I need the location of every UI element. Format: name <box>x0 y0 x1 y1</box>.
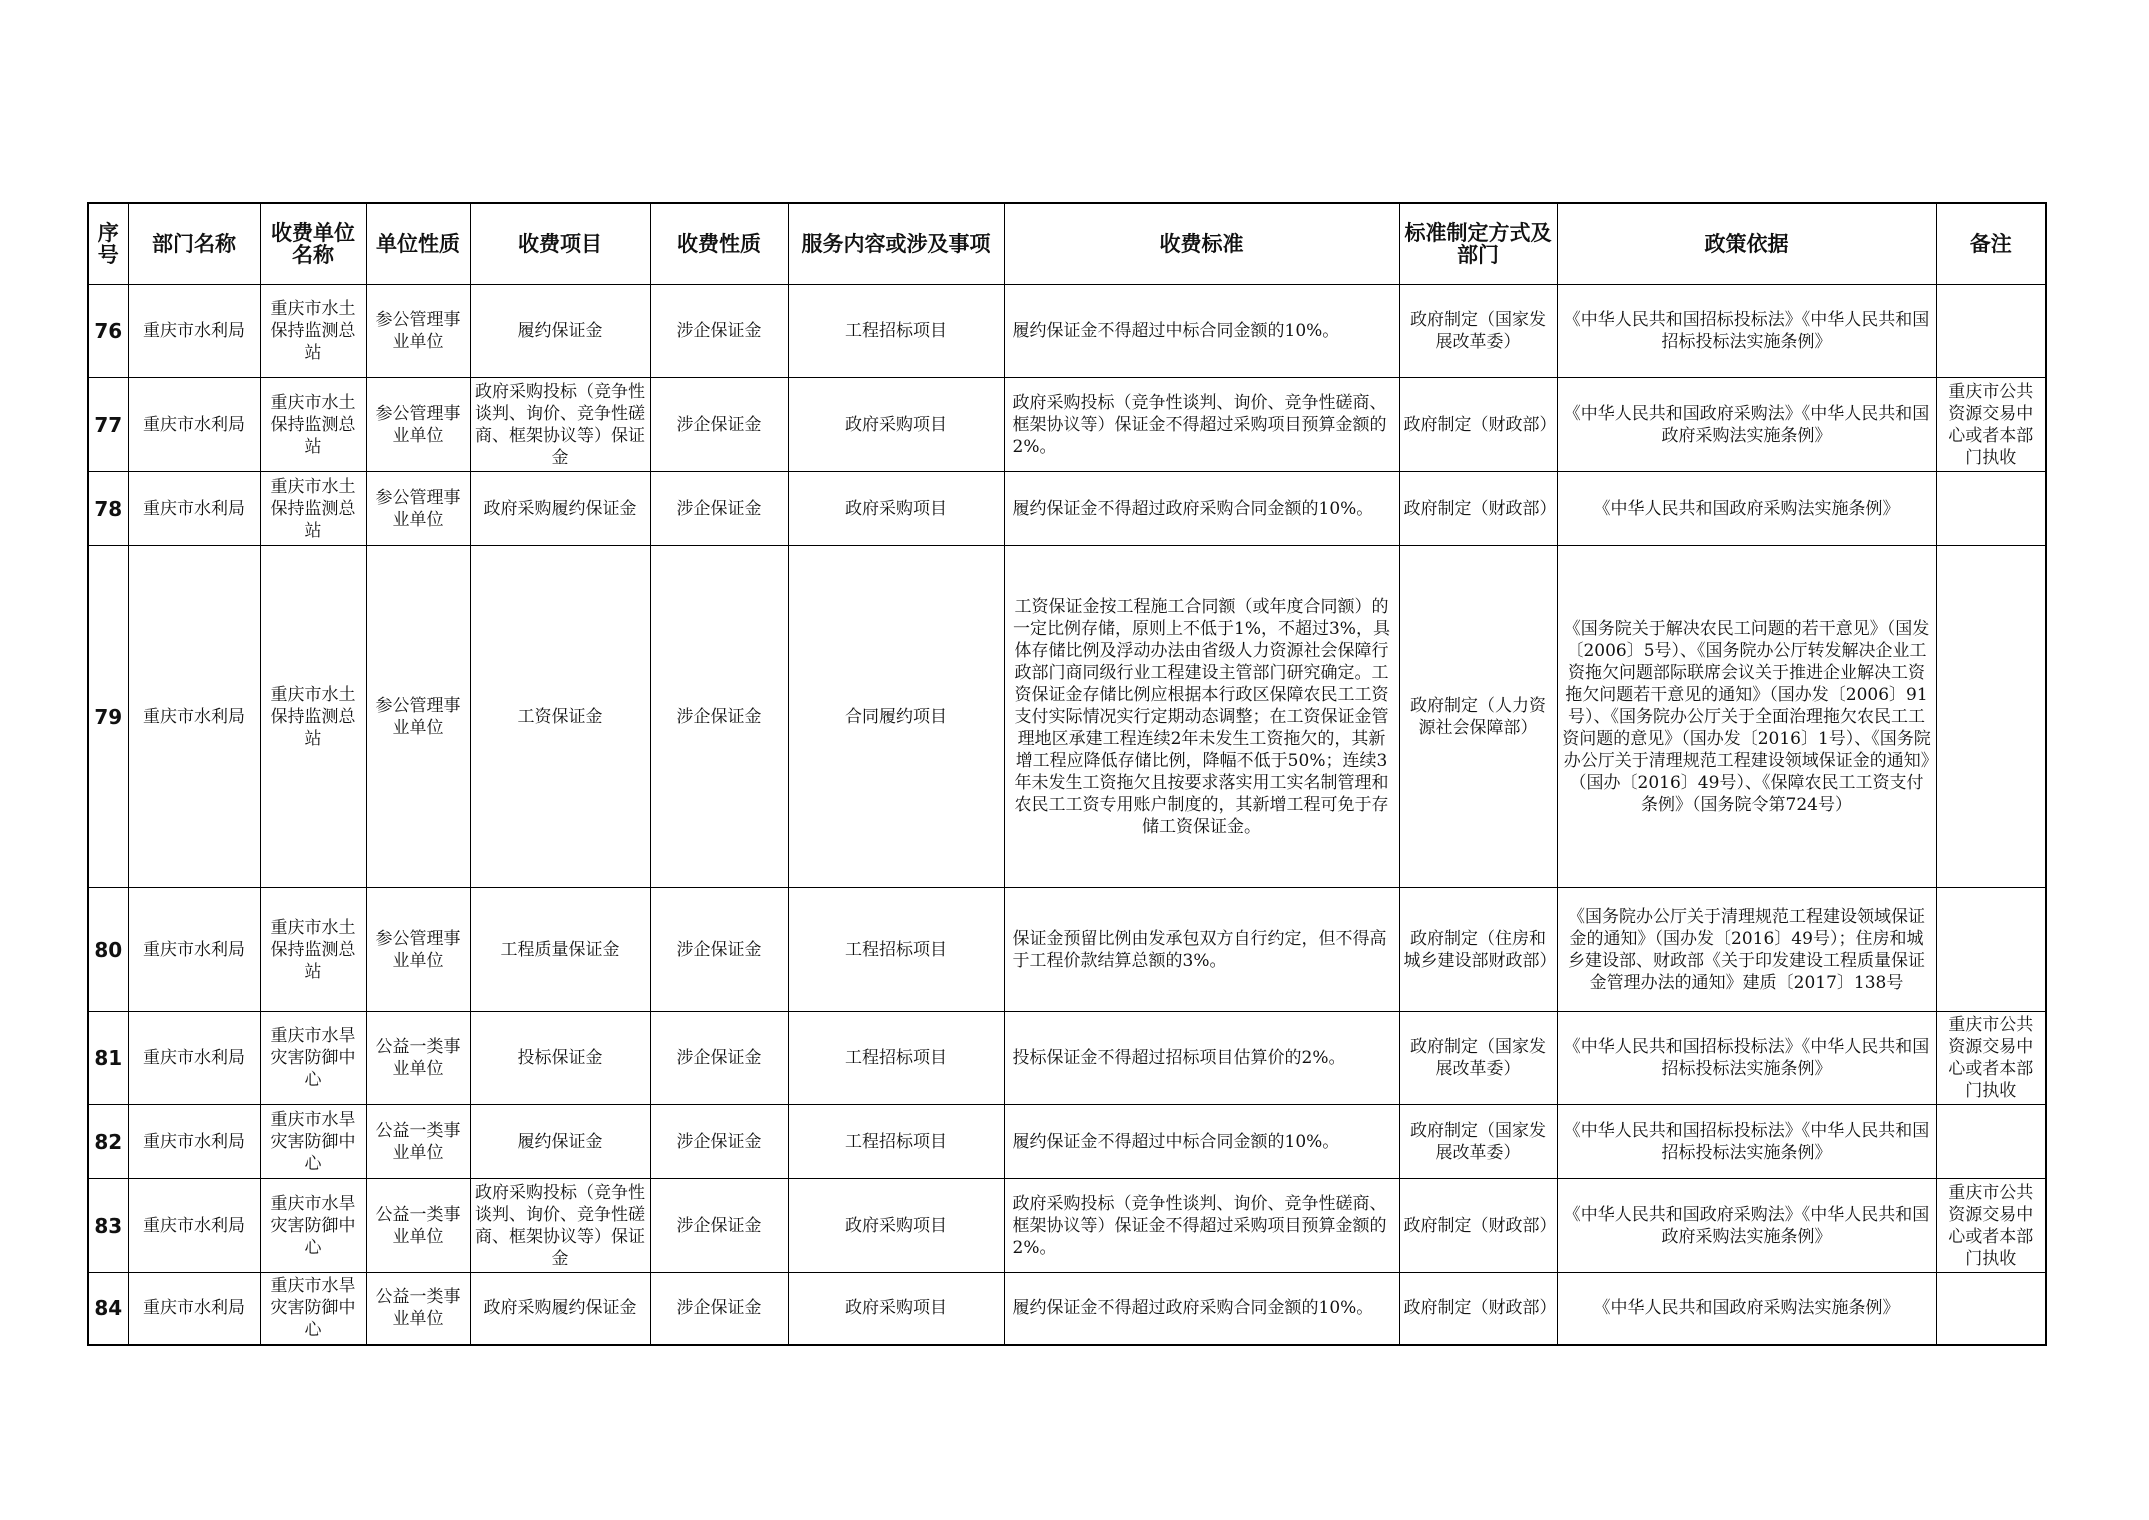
service-content-cell: 政府采购项目 <box>788 472 1004 546</box>
header-cell-service: 服务内容或涉及事项 <box>788 203 1004 285</box>
fee-type-cell: 涉企保证金 <box>650 1273 788 1345</box>
header-cell-nature: 单位性质 <box>366 203 470 285</box>
standard-method-cell: 政府制定（住房和城乡建设部财政部） <box>1399 888 1557 1012</box>
policy-basis-cell: 《中华人民共和国政府采购法实施条例》 <box>1557 472 1936 546</box>
fee-unit-cell: 重庆市水旱灾害防御中心 <box>260 1012 366 1105</box>
remark-cell <box>1936 888 2046 1012</box>
policy-basis-cell: 《中华人民共和国招标投标法》《中华人民共和国招标投标法实施条例》 <box>1557 1012 1936 1105</box>
fee-unit-cell: 重庆市水旱灾害防御中心 <box>260 1105 366 1179</box>
service-content-cell: 政府采购项目 <box>788 378 1004 472</box>
fee-item-cell: 履约保证金 <box>470 285 650 378</box>
fee-unit-cell: 重庆市水旱灾害防御中心 <box>260 1179 366 1273</box>
dept-name-cell: 重庆市水利局 <box>128 1179 260 1273</box>
policy-basis-cell: 《国务院关于解决农民工问题的若干意见》（国发〔2006〕5号）、《国务院办公厅转发解决企业工资拖欠问题部际联席会议关于推进企业解决工资拖欠问题若干意见的通知》（国办发〔2006〕91号）、《国务院办公厅关于全面治理拖欠农民工工资问题的意见》（国办发〔2016〕1号）、《国务院办公厅关于清理规范工程建设领域保证金的通知》（国办〔2016〕49号）、《保障农民工工资支付条例》（国务院令第724号） <box>1557 546 1936 888</box>
fee-item-cell: 政府采购履约保证金 <box>470 1273 650 1345</box>
fee-type-cell: 涉企保证金 <box>650 285 788 378</box>
fee-type-cell: 涉企保证金 <box>650 1105 788 1179</box>
table-row <box>88 1273 2046 1345</box>
fee-standard-cell: 政府采购投标（竞争性谈判、询价、竞争性磋商、框架协议等）保证金不得超过采购项目预算金额的2%。 <box>1004 378 1399 472</box>
table-row <box>88 472 2046 546</box>
row-number-cell: 82 <box>88 1105 128 1179</box>
remark-cell: 重庆市公共资源交易中心或者本部门执收 <box>1936 1012 2046 1105</box>
row-number-cell: 77 <box>88 378 128 472</box>
fee-item-cell: 政府采购履约保证金 <box>470 472 650 546</box>
remark-cell: 重庆市公共资源交易中心或者本部门执收 <box>1936 378 2046 472</box>
dept-name-cell: 重庆市水利局 <box>128 285 260 378</box>
header-cell-remark: 备注 <box>1936 203 2046 285</box>
unit-nature-cell: 公益一类事业单位 <box>366 1273 470 1345</box>
unit-nature-cell: 公益一类事业单位 <box>366 1012 470 1105</box>
unit-nature-cell: 参公管理事业单位 <box>366 888 470 1012</box>
fee-standard-cell: 投标保证金不得超过招标项目估算价的2%。 <box>1004 1012 1399 1105</box>
row-number-cell: 80 <box>88 888 128 1012</box>
row-number-cell: 78 <box>88 472 128 546</box>
dept-name-cell: 重庆市水利局 <box>128 888 260 1012</box>
fee-table <box>87 202 2047 1346</box>
fee-type-cell: 涉企保证金 <box>650 1012 788 1105</box>
dept-name-cell: 重庆市水利局 <box>128 546 260 888</box>
fee-type-cell: 涉企保证金 <box>650 378 788 472</box>
policy-basis-cell: 《中华人民共和国政府采购法》《中华人民共和国政府采购法实施条例》 <box>1557 378 1936 472</box>
fee-standard-cell: 保证金预留比例由发承包双方自行约定，但不得高于工程价款结算总额的3%。 <box>1004 888 1399 1012</box>
row-number-cell: 84 <box>88 1273 128 1345</box>
row-number-cell: 79 <box>88 546 128 888</box>
fee-unit-cell: 重庆市水土保持监测总站 <box>260 472 366 546</box>
row-number-cell: 76 <box>88 285 128 378</box>
fee-item-cell: 政府采购投标（竞争性谈判、询价、竞争性磋商、框架协议等）保证金 <box>470 1179 650 1273</box>
fee-standard-cell: 履约保证金不得超过中标合同金额的10%。 <box>1004 285 1399 378</box>
fee-standard-cell: 工资保证金按工程施工合同额（或年度合同额）的一定比例存储，原则上不低于1%，不超过3%，具体存储比例及浮动办法由省级人力资源社会保障行政部门商同级行业工程建设主管部门研究确定。工资保证金存储比例应根据本行政区保障农民工工资支付实际情况实行定期动态调整；在工资保证金管理地区承建工程连续2年未发生工资拖欠的，其新增工程应降低存储比例，降幅不低于50%；连续3年未发生工资拖欠且按要求落实用工实名制管理和农民工工资专用账户制度的，其新增工程可免于存储工资保证金。 <box>1004 546 1399 888</box>
remark-cell: 重庆市公共资源交易中心或者本部门执收 <box>1936 1179 2046 1273</box>
policy-basis-cell: 《中华人民共和国招标投标法》《中华人民共和国招标投标法实施条例》 <box>1557 285 1936 378</box>
unit-nature-cell: 参公管理事业单位 <box>366 472 470 546</box>
remark-cell <box>1936 285 2046 378</box>
table-row <box>88 1179 2046 1273</box>
unit-nature-cell: 参公管理事业单位 <box>366 378 470 472</box>
table-row <box>88 378 2046 472</box>
fee-item-cell: 投标保证金 <box>470 1012 650 1105</box>
service-content-cell: 合同履约项目 <box>788 546 1004 888</box>
service-content-cell: 政府采购项目 <box>788 1179 1004 1273</box>
policy-basis-cell: 《中华人民共和国政府采购法》《中华人民共和国政府采购法实施条例》 <box>1557 1179 1936 1273</box>
fee-standard-cell: 履约保证金不得超过中标合同金额的10%。 <box>1004 1105 1399 1179</box>
standard-method-cell: 政府制定（国家发展改革委） <box>1399 1012 1557 1105</box>
remark-cell <box>1936 546 2046 888</box>
header-cell-fee-type: 收费性质 <box>650 203 788 285</box>
unit-nature-cell: 公益一类事业单位 <box>366 1105 470 1179</box>
fee-standard-cell: 履约保证金不得超过政府采购合同金额的10%。 <box>1004 472 1399 546</box>
table-row <box>88 285 2046 378</box>
remark-cell <box>1936 472 2046 546</box>
row-number-cell: 83 <box>88 1179 128 1273</box>
fee-type-cell: 涉企保证金 <box>650 1179 788 1273</box>
standard-method-cell: 政府制定（财政部） <box>1399 472 1557 546</box>
dept-name-cell: 重庆市水利局 <box>128 1105 260 1179</box>
header-cell-method: 标准制定方式及部门 <box>1399 203 1557 285</box>
fee-type-cell: 涉企保证金 <box>650 546 788 888</box>
standard-method-cell: 政府制定（财政部） <box>1399 1273 1557 1345</box>
table-row <box>88 888 2046 1012</box>
fee-unit-cell: 重庆市水旱灾害防御中心 <box>260 1273 366 1345</box>
fee-unit-cell: 重庆市水土保持监测总站 <box>260 546 366 888</box>
standard-method-cell: 政府制定（国家发展改革委） <box>1399 285 1557 378</box>
policy-basis-cell: 《中华人民共和国招标投标法》《中华人民共和国招标投标法实施条例》 <box>1557 1105 1936 1179</box>
header-cell-no: 序号 <box>88 203 128 285</box>
header-cell-unit: 收费单位名称 <box>260 203 366 285</box>
fee-item-cell: 履约保证金 <box>470 1105 650 1179</box>
header-cell-standard: 收费标准 <box>1004 203 1399 285</box>
dept-name-cell: 重庆市水利局 <box>128 378 260 472</box>
table-row <box>88 1012 2046 1105</box>
service-content-cell: 工程招标项目 <box>788 1012 1004 1105</box>
fee-item-cell: 工资保证金 <box>470 546 650 888</box>
header-cell-dept: 部门名称 <box>128 203 260 285</box>
header-cell-item: 收费项目 <box>470 203 650 285</box>
fee-type-cell: 涉企保证金 <box>650 472 788 546</box>
table-row <box>88 1105 2046 1179</box>
standard-method-cell: 政府制定（财政部） <box>1399 378 1557 472</box>
fee-type-cell: 涉企保证金 <box>650 888 788 1012</box>
service-content-cell: 工程招标项目 <box>788 888 1004 1012</box>
dept-name-cell: 重庆市水利局 <box>128 1012 260 1105</box>
unit-nature-cell: 公益一类事业单位 <box>366 1179 470 1273</box>
fee-standard-cell: 政府采购投标（竞争性谈判、询价、竞争性磋商、框架协议等）保证金不得超过采购项目预算金额的2%。 <box>1004 1179 1399 1273</box>
standard-method-cell: 政府制定（财政部） <box>1399 1179 1557 1273</box>
service-content-cell: 政府采购项目 <box>788 1273 1004 1345</box>
dept-name-cell: 重庆市水利局 <box>128 472 260 546</box>
row-number-cell: 81 <box>88 1012 128 1105</box>
policy-basis-cell: 《国务院办公厅关于清理规范工程建设领域保证金的通知》（国办发〔2016〕49号）；住房和城乡建设部、财政部《关于印发建设工程质量保证金管理办法的通知》建质〔2017〕138号 <box>1557 888 1936 1012</box>
fee-item-cell: 工程质量保证金 <box>470 888 650 1012</box>
header-cell-basis: 政策依据 <box>1557 203 1936 285</box>
fee-unit-cell: 重庆市水土保持监测总站 <box>260 285 366 378</box>
table-row <box>88 546 2046 888</box>
dept-name-cell: 重庆市水利局 <box>128 1273 260 1345</box>
fee-unit-cell: 重庆市水土保持监测总站 <box>260 378 366 472</box>
service-content-cell: 工程招标项目 <box>788 285 1004 378</box>
standard-method-cell: 政府制定（国家发展改革委） <box>1399 1105 1557 1179</box>
remark-cell <box>1936 1273 2046 1345</box>
fee-item-cell: 政府采购投标（竞争性谈判、询价、竞争性磋商、框架协议等）保证金 <box>470 378 650 472</box>
service-content-cell: 工程招标项目 <box>788 1105 1004 1179</box>
fee-standard-cell: 履约保证金不得超过政府采购合同金额的10%。 <box>1004 1273 1399 1345</box>
policy-basis-cell: 《中华人民共和国政府采购法实施条例》 <box>1557 1273 1936 1345</box>
fee-unit-cell: 重庆市水土保持监测总站 <box>260 888 366 1012</box>
remark-cell <box>1936 1105 2046 1179</box>
unit-nature-cell: 参公管理事业单位 <box>366 546 470 888</box>
header-row <box>88 203 2046 285</box>
unit-nature-cell: 参公管理事业单位 <box>366 285 470 378</box>
standard-method-cell: 政府制定（人力资源社会保障部） <box>1399 546 1557 888</box>
